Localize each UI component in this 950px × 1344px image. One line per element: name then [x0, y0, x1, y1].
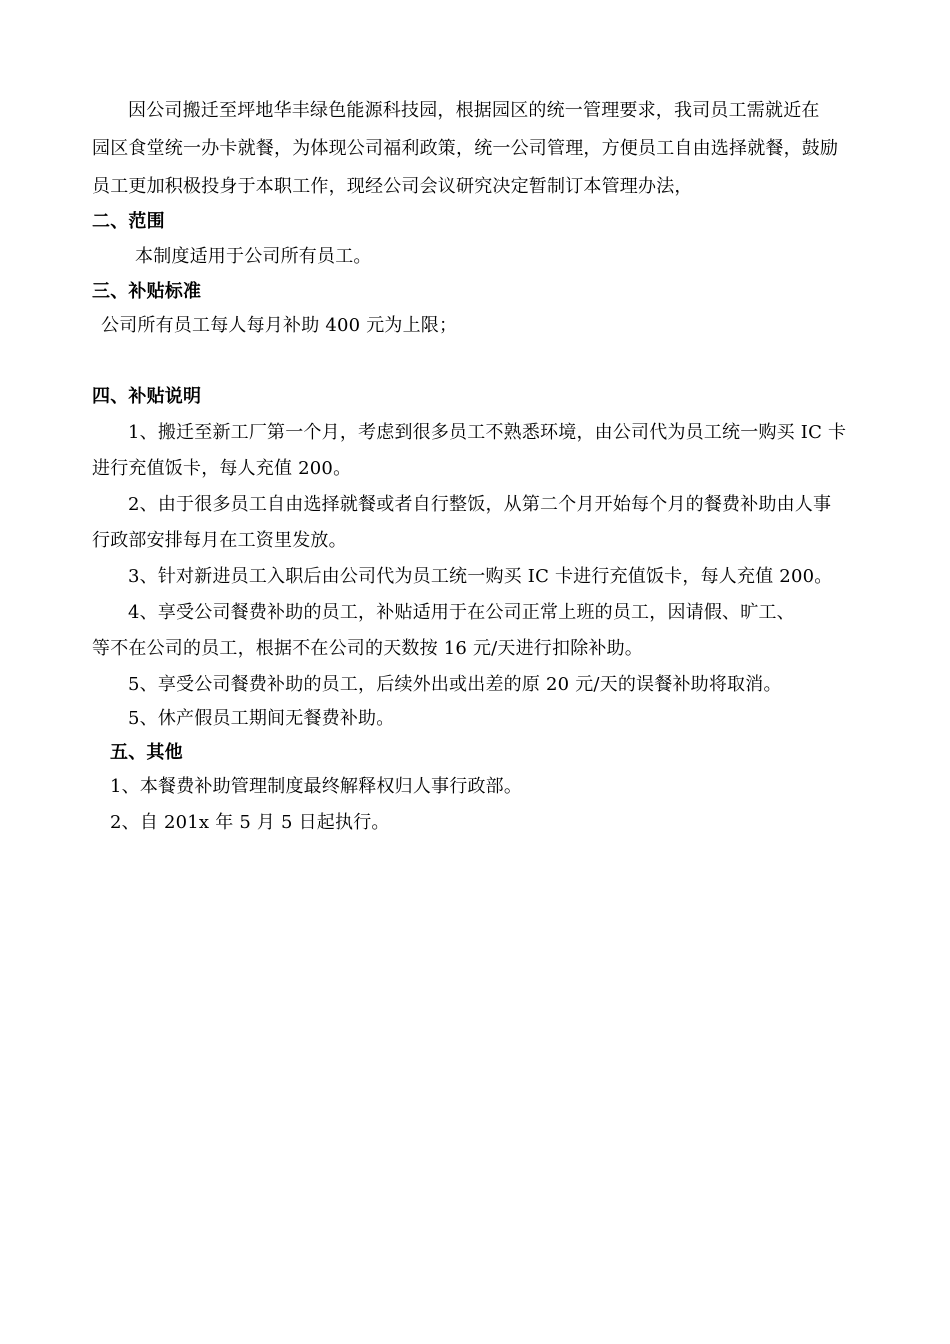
section-4-item-4-line-1: 4、享受公司餐费补助的员工，补贴适用于在公司正常上班的员工，因请假、旷工、 [128, 602, 795, 623]
intro-line-1: 因公司搬迁至坪地华丰绿色能源科技园，根据园区的统一管理要求，我司员工需就近在 [128, 100, 820, 121]
section-5-item-2: 2、自 201x 年 5 月 5 日起执行。 [110, 812, 390, 833]
section-4-item-5: 5、享受公司餐费补助的员工，后续外出或出差的原 20 元/天的误餐补助将取消。 [128, 674, 782, 695]
section-4-item-1-line-2: 进行充值饭卡，每人充值 200。 [92, 458, 352, 479]
intro-line-2: 园区食堂统一办卡就餐，为体现公司福利政策，统一公司管理，方便员工自由选择就餐，鼓励 [92, 138, 839, 159]
section-4-heading: 四、补贴说明 [92, 386, 202, 407]
section-2-heading: 二、范围 [92, 211, 165, 232]
section-3-heading: 三、补贴标准 [92, 281, 202, 302]
section-5-heading: 五、其他 [110, 742, 183, 763]
section-3-body: 公司所有员工每人每月补助 400 元为上限； [101, 315, 458, 336]
section-4-item-6: 5、休产假员工期间无餐费补助。 [128, 708, 395, 729]
section-2-body: 本制度适用于公司所有员工。 [135, 246, 372, 267]
section-4-item-1-line-1: 1、搬迁至新工厂第一个月，考虑到很多员工不熟悉环境，由公司代为员工统一购买 IC 卡 [128, 422, 847, 443]
section-4-item-4-line-2: 等不在公司的员工，根据不在公司的天数按 16 元/天进行扣除补助。 [92, 638, 644, 659]
intro-line-3: 员工更加积极投身于本职工作，现经公司会议研究决定暂制订本管理办法， [92, 176, 693, 197]
section-4-item-2-line-2: 行政部安排每月在工资里发放。 [92, 530, 347, 551]
section-4-item-2-line-1: 2、由于很多员工自由选择就餐或者自行整饭，从第二个月开始每个月的餐费补助由人事 [128, 494, 832, 515]
section-4-item-3: 3、针对新进员工入职后由公司代为员工统一购买 IC 卡进行充值饭卡，每人充值 200。 [128, 566, 833, 587]
section-5-item-1: 1、本餐费补助管理制度最终解释权归人事行政部。 [110, 776, 523, 797]
